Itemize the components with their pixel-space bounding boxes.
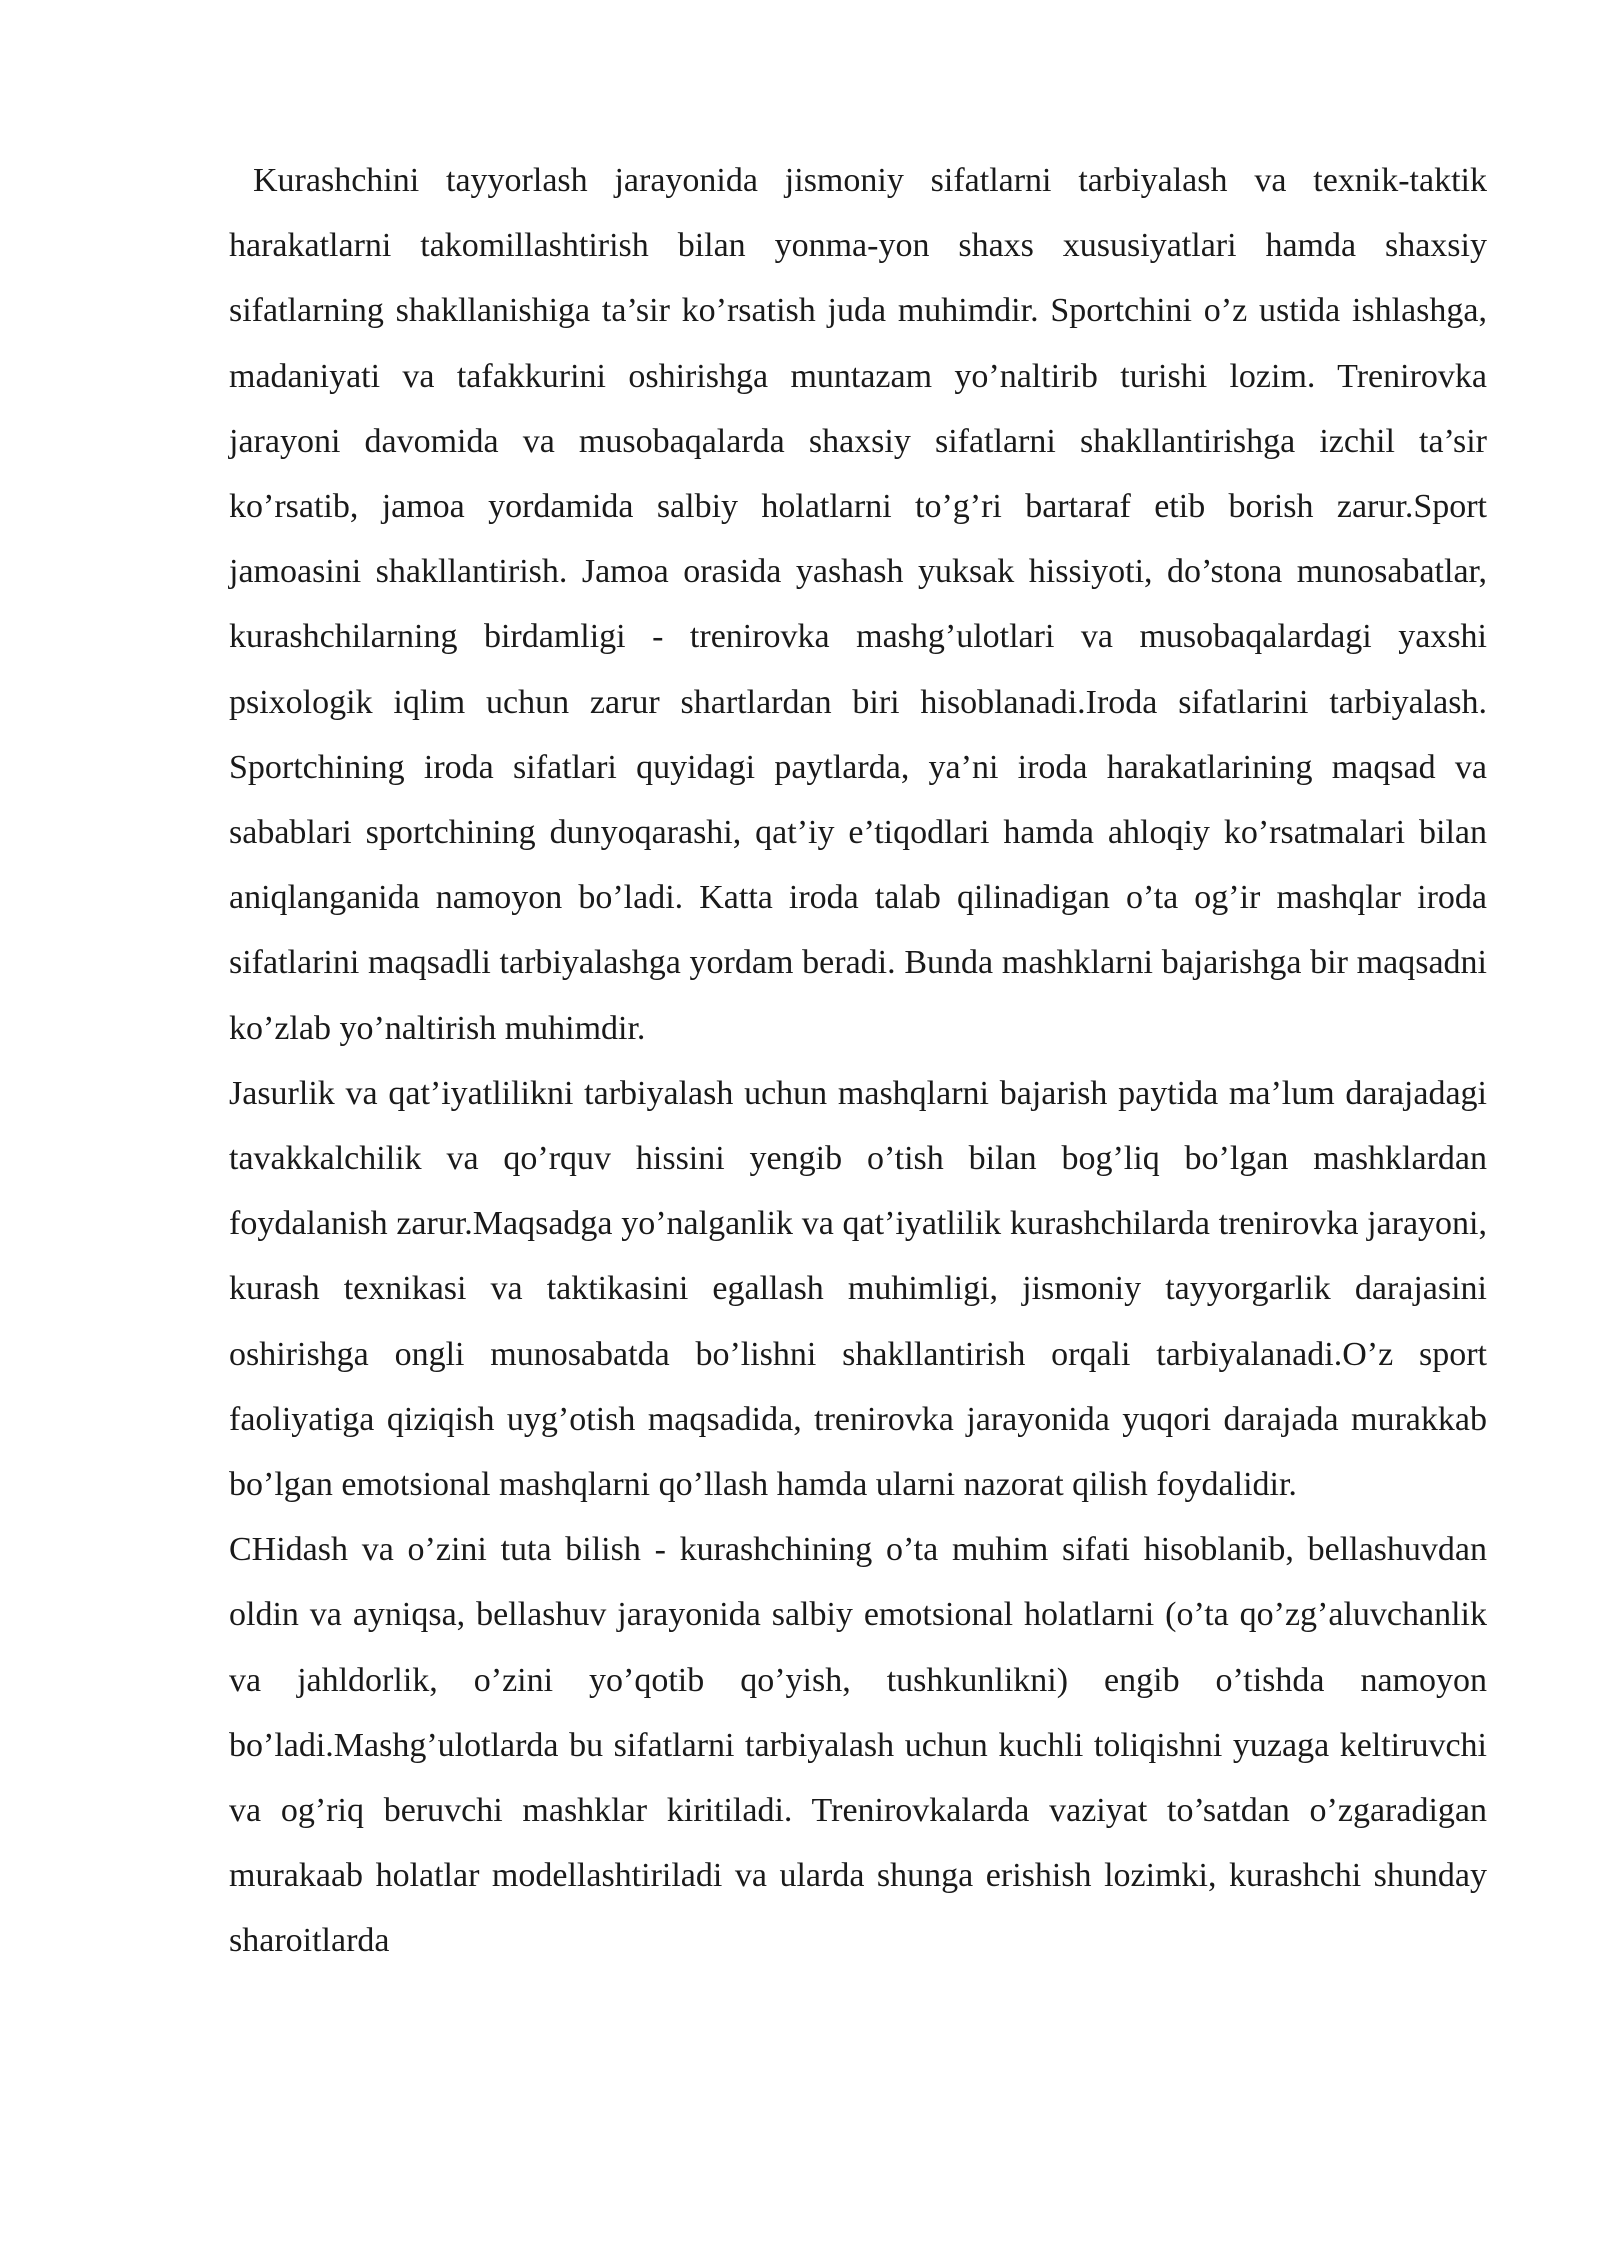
body-text xyxy=(229,148,1487,1974)
paragraph-1: Kurashchini tayyorlash jarayonida jismoniy sifatlarni tarbiyalash va texnik-taktik harakatlarni takomillashtirish bilan yonma-yon shaxs xususiyatlari hamda shaxsiy sifatlarning shakllanishiga ta’sir ko’rsatish juda muhimdir. Sportchini o’z ustida ishlashga, madaniyati va tafakkurini oshirishga muntazam yo’naltirib turishi lozim. Trenirovka jarayoni davomida va musobaqalarda shaxsiy sifatlarni shakllantirishga izchil ta’sir ko’rsatib, jamoa yordamida salbiy holatlarni to’g’ri bartaraf etib borish zarur.Sport jamoasini shakllantirish. Jamoa orasida yashash yuksak hissiyoti, do’stona munosabatlar, kurashchilarning birdamligi - trenirovka mashg’ulotlari va musobaqalardagi yaxshi psixologik iqlim uchun zarur shartlardan biri hisoblanadi.Iroda sifatlarini tarbiyalash. Sportchining iroda sifatlari quyidagi paytlarda, ya’ni iroda harakatlarining maqsad va sabablari sportchining dunyoqarashi, qat’iy e’tiqodlari hamda ahloqiy ko’rsatmalari bilan aniqlanganida namoyon bo’ladi. Katta iroda talab qilinadigan o’ta og’ir mashqlar iroda sifatlarini maqsadli tarbiyalashga yordam beradi. Bunda mashklarni bajarishga bir maqsadni ko’zlab yo’naltirish muhimdir. xyxy=(229,162,1487,1047)
paragraph-2: Jasurlik va qat’iyatlilikni tarbiyalash uchun mashqlarni bajarish paytida ma’lum darajadagi tavakkalchilik va qo’rquv hissini yengib o’tish bilan bog’liq bo’lgan mashklardan foydalanish zarur.Maqsadga yo’nalganlik va qat’iyatlilik kurashchilarda trenirovka jarayoni, kurash texnikasi va taktikasini egallash muhimligi, jismoniy tayyorgarlik darajasini oshirishga ongli munosabatda bo’lishni shakllantirish orqali tarbiyalanadi.O’z sport faoliyatiga qiziqish uyg’otish maqsadida, trenirovka jarayonida yuqori darajada murakkab bo’lgan emotsional mashqlarni qo’llash hamda ularni nazorat qilish foydalidir. xyxy=(229,1074,1487,1504)
paragraph-3: CHidash va o’zini tuta bilish - kurashchining o’ta muhim sifati hisoblanib, bellashuvdan oldin va ayniqsa, bellashuv jarayonida salbiy emotsional holatlarni (o’ta qo’zg’aluvchanlik va jahldorlik, o’zini yo’qotib qo’yish, tushkunlikni) engib o’tishda namoyon bo’ladi.Mashg’ulotlarda bu sifatlarni tarbiyalash uchun kuchli toliqishni yuzaga keltiruvchi va og’riq beruvchi mashklar kiritiladi. Trenirovkalarda vaziyat to’satdan o’zgaradigan murakaab holatlar modellashtiriladi va ularda shunga erishish lozimki, kurashchi shunday sharoitlarda xyxy=(229,1531,1487,1960)
